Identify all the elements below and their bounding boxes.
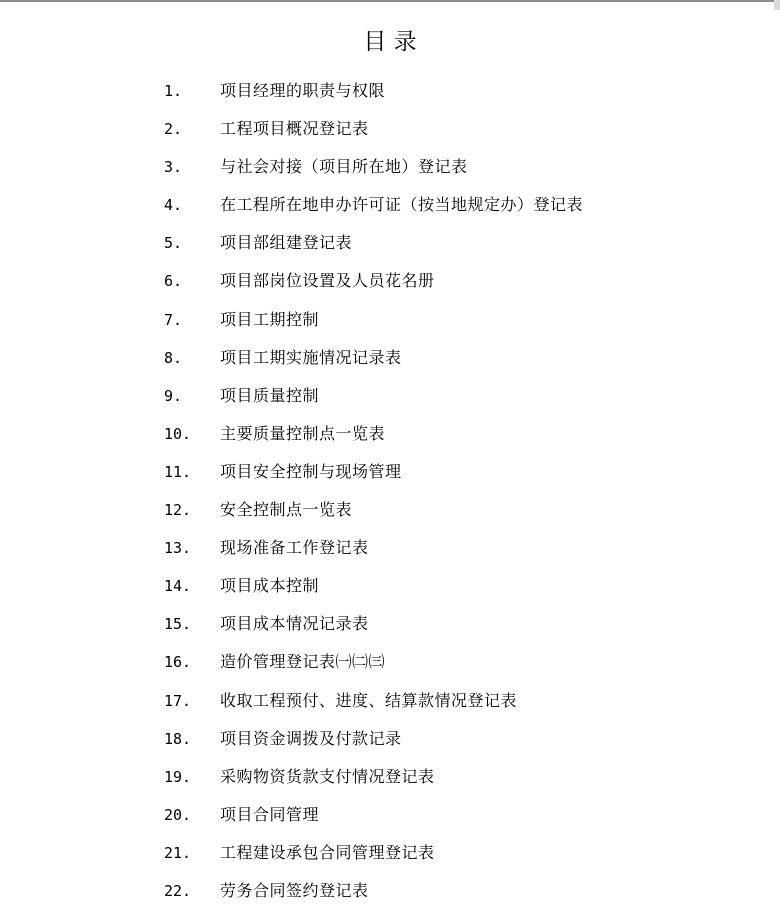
toc-item-text: 项目成本控制 <box>220 576 320 596</box>
toc-item-number: 22. <box>164 881 192 900</box>
page-top-border <box>0 0 780 2</box>
toc-item <box>0 568 780 606</box>
toc-item-number: 14. <box>164 577 192 596</box>
toc-item <box>0 416 780 454</box>
toc-item <box>0 644 780 682</box>
toc-item <box>0 111 780 149</box>
toc-item-number: 10. <box>164 424 192 443</box>
toc-item-text: 项目合同管理 <box>220 804 320 824</box>
toc-item-number: 7. <box>164 310 183 329</box>
toc-item-number: 11. <box>164 462 192 481</box>
toc-item-text: 项目成本情况记录表 <box>220 614 369 634</box>
toc-item-number: 18. <box>164 729 192 748</box>
toc-item-text: 主要质量控制点一览表 <box>220 423 386 443</box>
toc-item <box>0 759 780 797</box>
toc-item <box>0 340 780 378</box>
toc-item-text: 在工程所在地申办许可证（按当地规定办）登记表 <box>220 195 584 215</box>
toc-item-text: 项目部岗位设置及人员花名册 <box>220 271 435 291</box>
toc-item <box>0 873 780 911</box>
toc-item-text: 项目经理的职责与权限 <box>220 81 386 100</box>
toc-item-text: 工程项目概况登记表 <box>220 119 369 139</box>
toc-item-text: 现场准备工作登记表 <box>220 538 369 558</box>
toc-item-text: 与社会对接（项目所在地）登记表 <box>220 157 468 177</box>
toc-item-number: 6. <box>164 272 183 291</box>
toc-item-number: 16. <box>164 653 192 672</box>
toc-item-text: 项目质量控制 <box>220 385 320 405</box>
table-of-contents <box>0 73 780 911</box>
toc-item-number: 19. <box>164 767 192 786</box>
toc-item <box>0 225 780 263</box>
toc-item-text: 造价管理登记表㈠㈡㈢ <box>220 652 386 672</box>
toc-item-text: 项目工期实施情况记录表 <box>220 347 402 367</box>
toc-item <box>0 606 780 644</box>
toc-item-text: 项目安全控制与现场管理 <box>220 461 402 481</box>
toc-item-text: 安全控制点一览表 <box>220 500 353 520</box>
toc-item-number: 20. <box>164 805 192 824</box>
toc-item <box>0 378 780 416</box>
toc-item-number: 15. <box>164 615 192 634</box>
toc-item <box>0 149 780 187</box>
toc-item-number: 3. <box>164 158 183 177</box>
toc-item <box>0 797 780 835</box>
toc-item-number: 4. <box>164 196 183 215</box>
toc-item <box>0 835 780 873</box>
toc-item <box>0 530 780 568</box>
toc-item <box>0 263 780 301</box>
toc-item-text: 采购物资货款支付情况登记表 <box>220 766 435 786</box>
toc-item-number: 1. <box>164 82 183 100</box>
toc-item-text: 劳务合同签约登记表 <box>220 880 369 900</box>
toc-item <box>0 73 780 111</box>
toc-item-number: 9. <box>164 386 183 405</box>
toc-item-number: 8. <box>164 348 183 367</box>
toc-item-number: 2. <box>164 120 183 139</box>
toc-item <box>0 454 780 492</box>
toc-item <box>0 683 780 721</box>
toc-item <box>0 721 780 759</box>
toc-item-number: 5. <box>164 234 183 253</box>
toc-item-number: 13. <box>164 539 192 558</box>
toc-item-number: 21. <box>164 843 192 862</box>
toc-item-text: 项目资金调拨及付款记录 <box>220 728 402 748</box>
toc-item-text: 项目工期控制 <box>220 309 320 329</box>
toc-item <box>0 302 780 340</box>
toc-item-text: 工程建设承包合同管理登记表 <box>220 842 435 862</box>
toc-item-text: 收取工程预付、进度、结算款情况登记表 <box>220 690 518 710</box>
page-title: 目 录 <box>363 29 417 55</box>
toc-item-text: 项目部组建登记表 <box>220 233 353 253</box>
toc-item-number: 17. <box>164 691 192 710</box>
toc-item <box>0 492 780 530</box>
page-corner-shadow <box>774 0 780 10</box>
toc-item <box>0 187 780 225</box>
toc-item-number: 12. <box>164 501 192 520</box>
